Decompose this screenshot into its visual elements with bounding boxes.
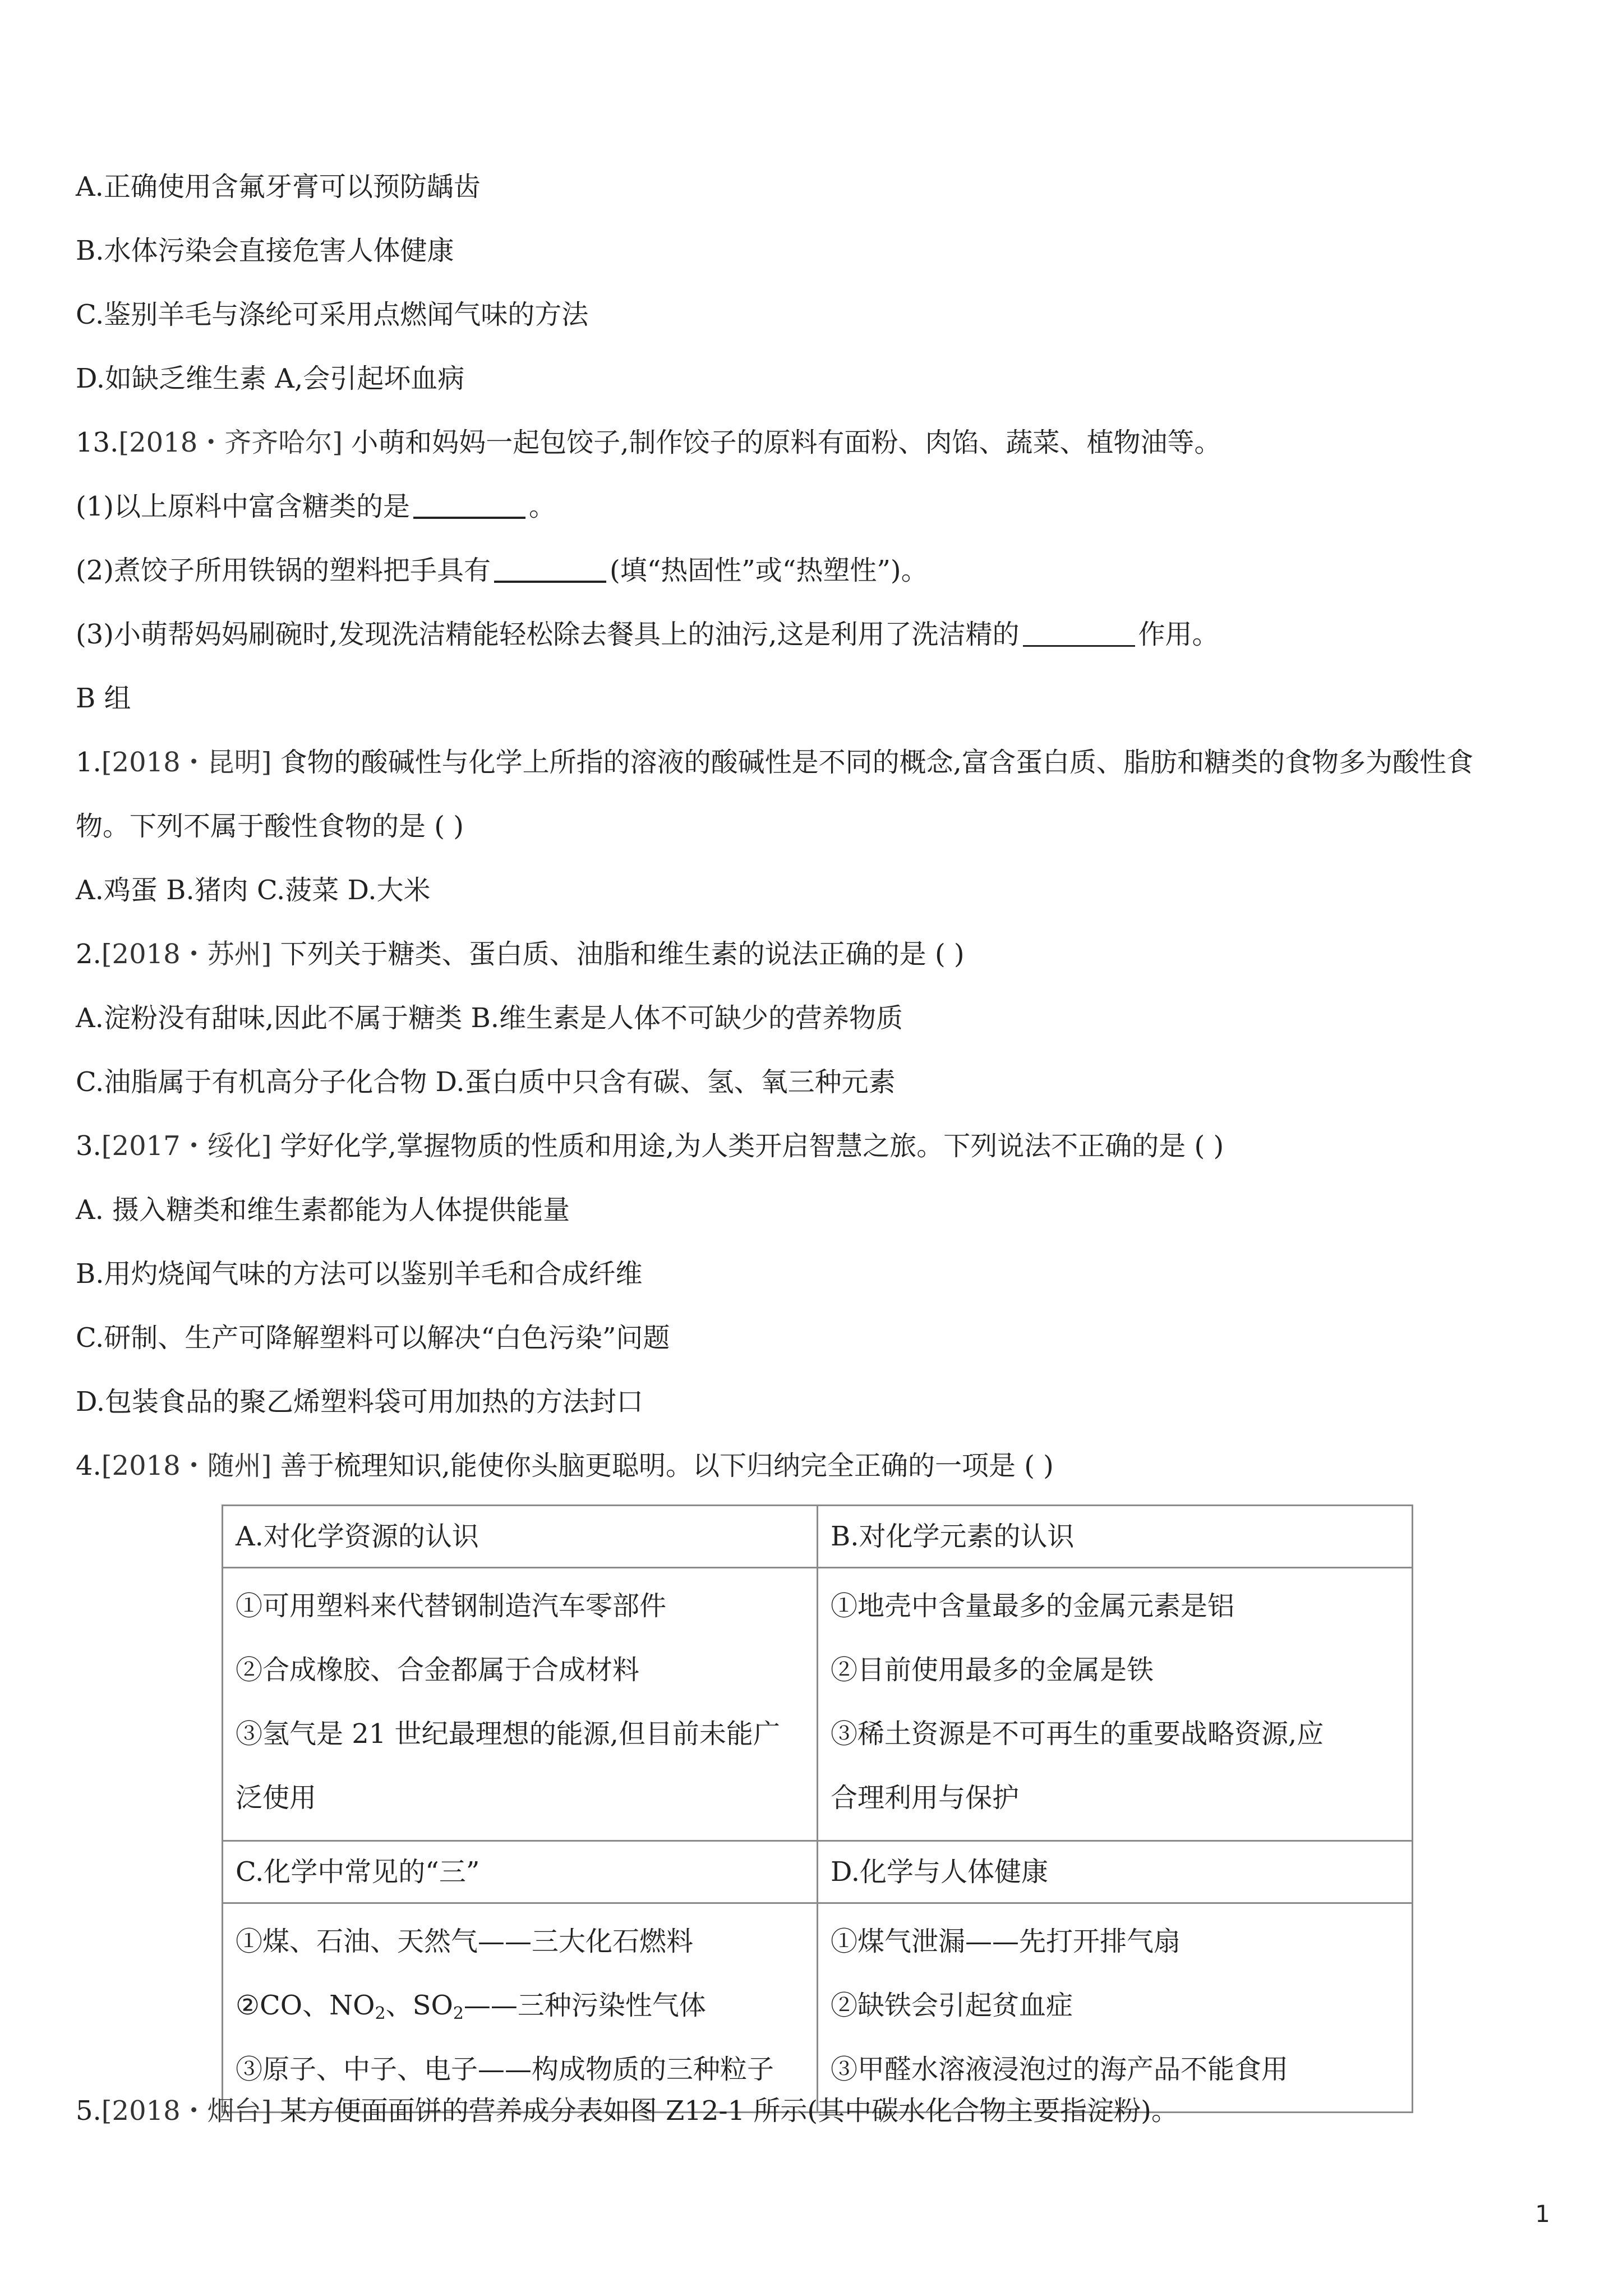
table-cell-a-head: A.对化学资源的认识 — [223, 1506, 818, 1568]
table-cell-b-head: B.对化学元素的认识 — [818, 1506, 1413, 1568]
cell-line: 泛使用 — [236, 1782, 317, 1814]
table-cell-d-body — [818, 1903, 1413, 2113]
question-text: 善于梳理知识,能使你头脑更聪明。以下归纳完全正确的一项是 ( ) — [271, 1450, 1054, 1481]
question-3-option-b: B.用灼烧闻气味的方法可以鉴别羊毛和合成纤维 — [76, 1258, 643, 1290]
formula-text: 、SO — [385, 1990, 453, 2021]
table-cell-b-body — [818, 1568, 1413, 1841]
question-source: [2018・苏州] — [101, 938, 272, 970]
answer-blank[interactable] — [413, 492, 525, 519]
option-line: A.正确使用含氟牙膏可以预防龋齿 — [76, 171, 481, 203]
question-13-stem — [76, 424, 1221, 461]
question-1-options: A.鸡蛋 B.猪肉 C.菠菜 D.大米 — [76, 875, 431, 906]
option-line: C.鉴别羊毛与涤纶可采用点燃闻气味的方法 — [76, 299, 589, 330]
question-13-part-3 — [76, 616, 1219, 653]
question-3-option-d: D.包装食品的聚乙烯塑料袋可用加热的方法封口 — [76, 1386, 644, 1418]
question-2-options-ab: A.淀粉没有甜味,因此不属于糖类 B.维生素是人体不可缺少的营养物质 — [76, 1002, 903, 1034]
cell-line: ②合成橡胶、合金都属于合成材料 — [236, 1654, 640, 1686]
cell-line-formula — [236, 1973, 804, 2037]
cell-line: 合理利用与保护 — [831, 1782, 1020, 1814]
option-line: D.如缺乏维生素 A,会引起坏血病 — [76, 363, 465, 394]
part-text: 作用。 — [1138, 619, 1219, 650]
formula-text: ——三种污染性气体 — [463, 1990, 706, 2021]
question-number: 3. — [76, 1130, 102, 1162]
question-source: [2018・随州] — [101, 1450, 272, 1481]
question-3-option-c: C.研制、生产可降解塑料可以解决“白色污染”问题 — [76, 1322, 670, 1354]
cell-line: ①地壳中含量最多的金属元素是铝 — [831, 1590, 1235, 1622]
part-text: (1)以上原料中富含糖类的是 — [76, 491, 410, 522]
cell-line: ①可用塑料来代替钢制造汽车零部件 — [236, 1590, 667, 1622]
question-text: 小萌和妈妈一起包饺子,制作饺子的原料有面粉、肉馅、蔬菜、植物油等。 — [342, 427, 1221, 458]
part-text: (2)煮饺子所用铁锅的塑料把手具有 — [76, 555, 491, 586]
question-source: [2018・齐齐哈尔] — [118, 427, 343, 458]
cell-line: ②缺铁会引起贫血症 — [831, 1990, 1073, 2021]
group-heading: B 组 — [76, 683, 131, 714]
question-text: 某方便面面饼的营养成分表如图 Z12-1 所示(其中碳水化合物主要指淀粉)。 — [271, 2095, 1178, 2127]
cell-line: ③氢气是 21 世纪最理想的能源,但目前未能广 — [236, 1718, 780, 1750]
formula-text: ②CO、NO — [236, 1990, 375, 2021]
cell-line: ②目前使用最多的金属是铁 — [831, 1654, 1154, 1686]
question-source: [2017・绥化] — [101, 1130, 272, 1162]
part-text: 。 — [529, 491, 556, 522]
page-number: 1 — [1535, 2200, 1550, 2228]
part-text: (3)小萌帮妈妈刷碗时,发现洗洁精能轻松除去餐具上的油污,这是利用了洗洁精的 — [76, 619, 1020, 650]
question-3-stem — [76, 1128, 1224, 1165]
question-text: 食物的酸碱性与化学上所指的溶液的酸碱性是不同的概念,富含蛋白质、脂肪和糖类的食物多为酸性食 — [271, 747, 1473, 778]
question-13-part-1 — [76, 488, 556, 525]
table-cell-c-head: C.化学中常见的“三” — [223, 1841, 818, 1903]
cell-line: ③甲醛水溶液浸泡过的海产品不能食用 — [831, 2054, 1289, 2085]
question-text: 下列关于糖类、蛋白质、油脂和维生素的说法正确的是 ( ) — [271, 938, 965, 970]
table-cell-c-body — [223, 1903, 818, 2113]
subscript: 2 — [453, 2004, 464, 2023]
cell-line: ①煤气泄漏——先打开排气扇 — [831, 1926, 1181, 1957]
option-line: B.水体污染会直接危害人体健康 — [76, 235, 454, 266]
table-cell-d-head: D.化学与人体健康 — [818, 1841, 1413, 1903]
cell-line: ③原子、中子、电子——构成物质的三种粒子 — [236, 2054, 774, 2085]
question-1-stem-cont: 物。下列不属于酸性食物的是 ( ) — [76, 811, 464, 842]
question-5-stem — [76, 2092, 1178, 2129]
cell-line: ③稀土资源是不可再生的重要战略资源,应 — [831, 1718, 1324, 1750]
subscript: 2 — [375, 2004, 386, 2023]
question-2-stem — [76, 936, 965, 973]
question-number: 5. — [76, 2095, 102, 2127]
question-number: 1. — [76, 747, 102, 778]
question-source: [2018・昆明] — [101, 747, 272, 778]
question-13-part-2 — [76, 552, 928, 589]
cell-line: ①煤、石油、天然气——三大化石燃料 — [236, 1926, 694, 1957]
answer-blank[interactable] — [1023, 620, 1135, 647]
question-number: 2. — [76, 938, 102, 970]
question-number: 13. — [76, 427, 119, 458]
table-cell-a-body — [223, 1568, 818, 1841]
question-source: [2018・烟台] — [101, 2095, 272, 2127]
part-text: (填“热固性”或“热塑性”)。 — [610, 555, 928, 586]
question-4-table — [222, 1504, 1413, 2113]
question-text: 学好化学,掌握物质的性质和用途,为人类开启智慧之旅。下列说法不正确的是 ( ) — [271, 1130, 1224, 1162]
question-3-option-a: A. 摄入糖类和维生素都能为人体提供能量 — [76, 1194, 570, 1226]
answer-blank[interactable] — [494, 556, 606, 583]
question-2-options-cd: C.油脂属于有机高分子化合物 D.蛋白质中只含有碳、氢、氧三种元素 — [76, 1066, 896, 1098]
question-1-stem — [76, 744, 1473, 781]
question-number: 4. — [76, 1450, 102, 1481]
question-4-stem — [76, 1447, 1054, 1484]
